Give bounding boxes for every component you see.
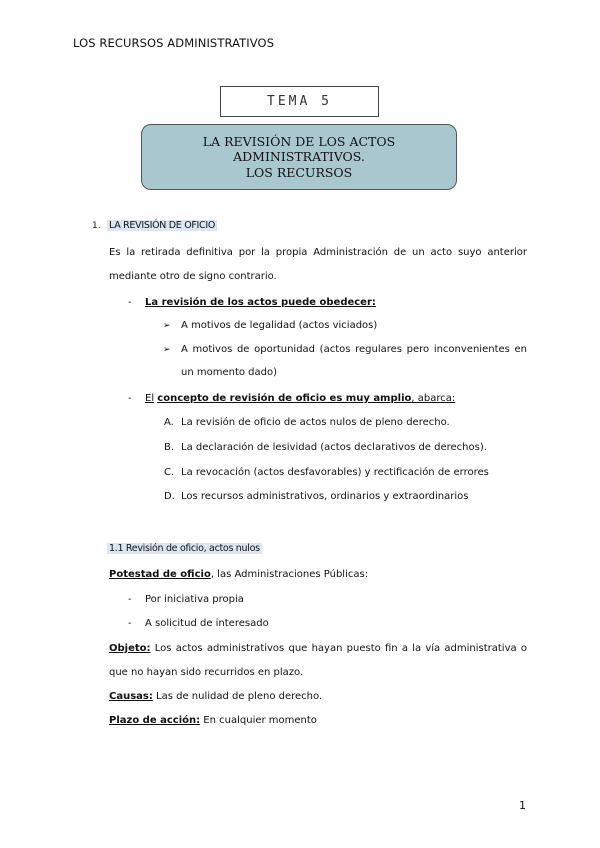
section-1-intro-line-1: Es la retirada definitiva por la propia Administración de un acto suyo anterior <box>109 247 527 258</box>
section-1-heading: LA REVISIÓN DE OFICIO <box>109 220 216 231</box>
objeto-line-1 <box>109 643 527 655</box>
tema-label: TEMA 5 <box>267 94 332 109</box>
potestad-label: Potestad de oficio <box>109 569 211 580</box>
sub-bullet-2-line-2: un momento dado) <box>181 367 278 378</box>
section-1-number: 1. <box>92 221 101 231</box>
list-dash: - <box>128 618 132 629</box>
sub-bullet-2-line-1: A motivos de oportunidad (actos regulares pero inconvenientes en <box>181 344 527 355</box>
chapter-title-line-2: ADMINISTRATIVOS. <box>233 149 365 165</box>
list-item-b: La declaración de lesividad (actos declarativos de derechos). <box>181 442 487 453</box>
chapter-title-line-1: LA REVISIÓN DE LOS ACTOS <box>202 133 396 149</box>
section-1-intro-line-2: mediante otro de signo contrario. <box>109 271 277 282</box>
plazo-label: Plazo de acción: <box>109 715 201 726</box>
causas-line <box>109 691 322 703</box>
bullet-2-text-bold: concepto de revisión de oficio es muy amplio <box>157 393 412 404</box>
tema-label-box <box>220 86 379 117</box>
page-number: 1 <box>519 799 526 812</box>
bullet-1-dash: - <box>128 297 132 308</box>
list-item-iniciativa: Por iniciativa propia <box>145 594 244 605</box>
bullet-2-text-end: , abarca: <box>411 393 456 404</box>
sub-bullet-marker: ➢ <box>163 345 171 355</box>
section-1-1-heading: 1.1 Revisión de oficio, actos nulos <box>109 543 260 554</box>
objeto-label: Objeto: <box>109 643 151 654</box>
causas-text: Las de nulidad de pleno derecho. <box>152 691 323 702</box>
bullet-2-text-start: El <box>145 393 155 404</box>
list-letter: C. <box>164 467 175 478</box>
chapter-title-line-3: LOS RECURSOS <box>245 164 353 180</box>
list-item-solicitud: A solicitud de interesado <box>145 618 269 629</box>
list-letter: A. <box>164 417 174 428</box>
objeto-text: Los actos administrativos que hayan puesto fin a la vía administrativa o <box>150 643 527 654</box>
bullet-2-text <box>145 393 455 405</box>
running-header: LOS RECURSOS ADMINISTRATIVOS <box>73 36 275 50</box>
potestad-line <box>109 569 368 581</box>
plazo-text: En cualquier momento <box>200 715 317 726</box>
plazo-line <box>109 715 317 727</box>
list-item-a: La revisión de oficio de actos nulos de pleno derecho. <box>181 417 450 428</box>
chapter-title-box <box>141 124 457 190</box>
bullet-1-text: La revisión de los actos puede obedecer: <box>145 297 376 308</box>
objeto-line-2: que no hayan sido recurridos en plazo. <box>109 667 304 678</box>
list-letter: B. <box>164 442 175 453</box>
list-letter: D. <box>164 491 175 502</box>
potestad-text: , las Administraciones Públicas: <box>210 569 369 580</box>
list-item-c: La revocación (actos desfavorables) y rectificación de errores <box>181 467 489 478</box>
causas-label: Causas: <box>109 691 153 702</box>
bullet-2-dash: - <box>128 393 132 404</box>
list-dash: - <box>128 594 132 605</box>
list-item-d: Los recursos administrativos, ordinarios y extraordinarios <box>181 491 469 502</box>
sub-bullet-marker: ➢ <box>163 321 171 331</box>
sub-bullet-1-text: A motivos de legalidad (actos viciados) <box>181 320 378 331</box>
